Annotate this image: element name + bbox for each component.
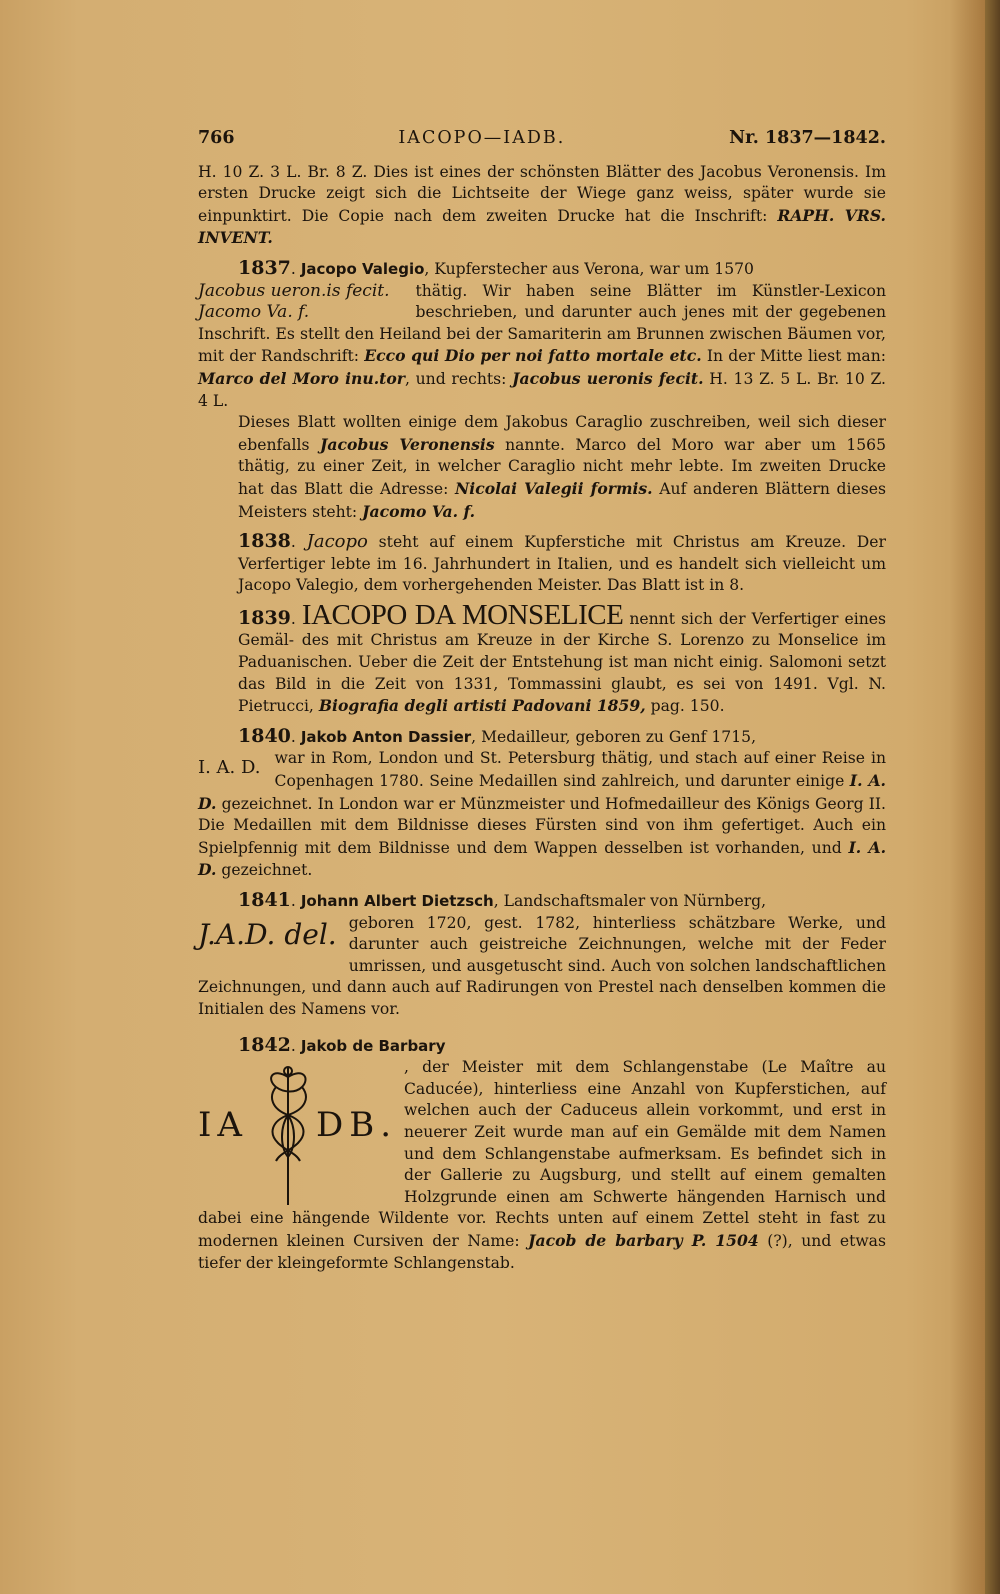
- monogram-left: IA: [198, 1105, 248, 1146]
- signature-2: Jacomo Va. f.: [198, 302, 310, 323]
- entry-1840: 1840. Jakob Anton Dassier, Medailleur, geboren zu Genf 1715, I. A. D. war in Rom, London und St. Petersburg thätig, und stach auf einer Reise in Copenhagen 1780. Seine Medaillen sind zahlreich, und darunter einige I. A. D. gezeichnet. In London war er Münzmeister und Hofmedailleur des Königs Georg II. Die Medaillen mit dem Bildnisse dieses Fürsten sind von ihm gefertiget. Auch ein Spielpfennig mit dem Bildnisse und dem Wappen desselben ist vorhanden, und I. A. D. gezeichnet.: [198, 724, 886, 880]
- running-header: [198, 128, 886, 150]
- signature: I. A. D.: [198, 757, 261, 779]
- entry-number: 1842: [238, 1033, 291, 1056]
- signature-1: Jacobus ueron.is fecit.: [198, 280, 390, 301]
- caduceus-icon: [262, 1057, 314, 1207]
- entry-1841: 1841. Johann Albert Dietzsch, Landschaftsmaler von Nürnberg, J.A.D. del. geboren 1720, gest. 1782, hinterliess schätzbare Werke, und darunter auch geistreiche Zeichnungen, welche mit der Feder umrissen, und ausgetuscht sind. Auch von solchen landschaftlichen Zeichnungen, und dann auch auf Radirungen von Prestel nach denselben kommen die Initialen des Namens vor.: [198, 889, 886, 1018]
- entry-number: 1838: [238, 530, 291, 553]
- entry-1839: 1839. IACOPO DA MONSELICE nennt sich der Verfertiger eines Gemäl- des mit Christus am Kreuze in der Kirche S. Lorenzo zu Monselice im Paduanischen. Ueber die Zeit der Entstehung ist man nicht einig. Salomoni setzt das Bild in die Zeit von 1331, Tommassini glaubt, es sei von 1491. Vgl. N. Pietrucci, Biografia degli artisti Padovani 1859, pag. 150.: [238, 598, 886, 716]
- monogram-right: DB.: [316, 1105, 398, 1146]
- entry-1838: 1838. Jacopo steht auf einem Kupferstiche mit Christus am Kreuze. Der Verfertiger lebte im 16. Jahrhundert in Italien, und es handelt sich vielleicht um Jacopo Valegio, dem vorhergehenden Meister. Das Blatt ist in 8.: [238, 530, 886, 595]
- artist-name: Jakob de Barbary: [300, 1036, 446, 1055]
- entry-number: 1837: [238, 256, 291, 279]
- book-binding-edge: [985, 0, 1000, 1594]
- inscription: RAPH. VRS. INVENT.: [198, 205, 886, 248]
- entry-number: 1839: [238, 606, 291, 629]
- signature: Jacopo: [306, 531, 368, 553]
- entry-1837: 1837. Jacopo Valegio, Kupferstecher aus Verona, war um 1570 Jacobus ueron.is fecit. Jacomo Va. f. thätig. Wir haben seine Blätter im Künstler-Lexicon beschrieben, und darunter auch jenes mit der gegebenen Inschrift. Es stellt den Heiland bei der Samariterin am Brunnen zwischen Bäumen vor, mit der Randschrift: Ecco qui Dio per noi fatto mortale etc. In der Mitte liest man: Marco del Moro inu.tor, und rechts: Jacobus ueronis fecit. H. 13 Z. 5 L. Br. 10 Z. 4 L. Dieses Blatt wollten einige dem Jakobus Caraglio zuschreiben, weil sich dieser ebenfalls Jacobus Veronensis nannte. Marco del Moro war aber um 1565 thätig, zu einer Zeit, in welcher Caraglio nicht mehr lebte. Im zweiten Drucke hat das Blatt die Adresse: Nicolai Valegii formis. Auf anderen Blättern dieses Meisters steht: Jacomo Va. f.: [198, 258, 886, 523]
- page-number: 766: [198, 128, 235, 148]
- entry-1842: 1842. Jakob de Barbary IA DB. , der Meister mit dem Schlangenstabe (Le Maître au Caducée), hinterliess eine Anzahl von Kupferstichen, auf welchen auch der Caduceus allein vorkommt, und erst in neuerer Zeit wurde man auf ein Gemälde mit dem Namen und dem Schlangenstabe aufmerksam. Es befindet sich in der Gallerie zu Augsburg, und stellt auf einem gemalten Holzgrunde einen am Schwerte hängenden Harnisch und dabei eine hängende Wildente vor. Rechts unten auf einem Zettel steht in fast zu modernen kleinen Cursiven der Name: Jacob de barbary P. 1504 (?), und etwas tiefer der kleingeformte Schlangenstab.: [198, 1033, 886, 1272]
- intro-paragraph: H. 10 Z. 3 L. Br. 8 Z. Dies ist eines der schönsten Blätter des Jacobus Veronensis. Im ersten Drucke zeigt sich die Lichtseite der Wiege ganz weiss, später wurde sie einpunktirt. Die Copie nach dem zweiten Drucke hat die Inschrift: RAPH. VRS. INVENT.: [198, 162, 886, 248]
- header-title: IACOPO—IADB.: [398, 128, 566, 148]
- header-range: Nr. 1837—1842.: [729, 128, 886, 148]
- entry-number: 1840: [238, 724, 291, 747]
- entry-1837-paragraph-2: Dieses Blatt wollten einige dem Jakobus Caraglio zuschreiben, weil sich dieser ebenfalls Jacobus Veronensis nannte. Marco del Moro war aber um 1565 thätig, zu einer Zeit, in welcher Caraglio nicht mehr lebte. Im zweiten Drucke hat das Blatt die Adresse: Nicolai Valegii formis. Auf anderen Blättern dieses Meisters steht: Jacomo Va. f.: [238, 413, 887, 521]
- page-text: [198, 128, 886, 1274]
- artist-name: Johann Albert Dietzsch: [300, 892, 494, 910]
- signature-script: J.A.D. del.: [198, 917, 337, 951]
- artist-name: Jakob Anton Dassier: [300, 727, 472, 746]
- signature-block: [198, 281, 404, 324]
- inscription-large: IACOPO DA MONSELICE: [301, 598, 624, 631]
- caduceus-monogram: [198, 1057, 398, 1207]
- entry-number: 1841: [238, 889, 291, 911]
- artist-name: Jacopo Valegio: [300, 259, 425, 278]
- page-edge-stain: [950, 0, 985, 1594]
